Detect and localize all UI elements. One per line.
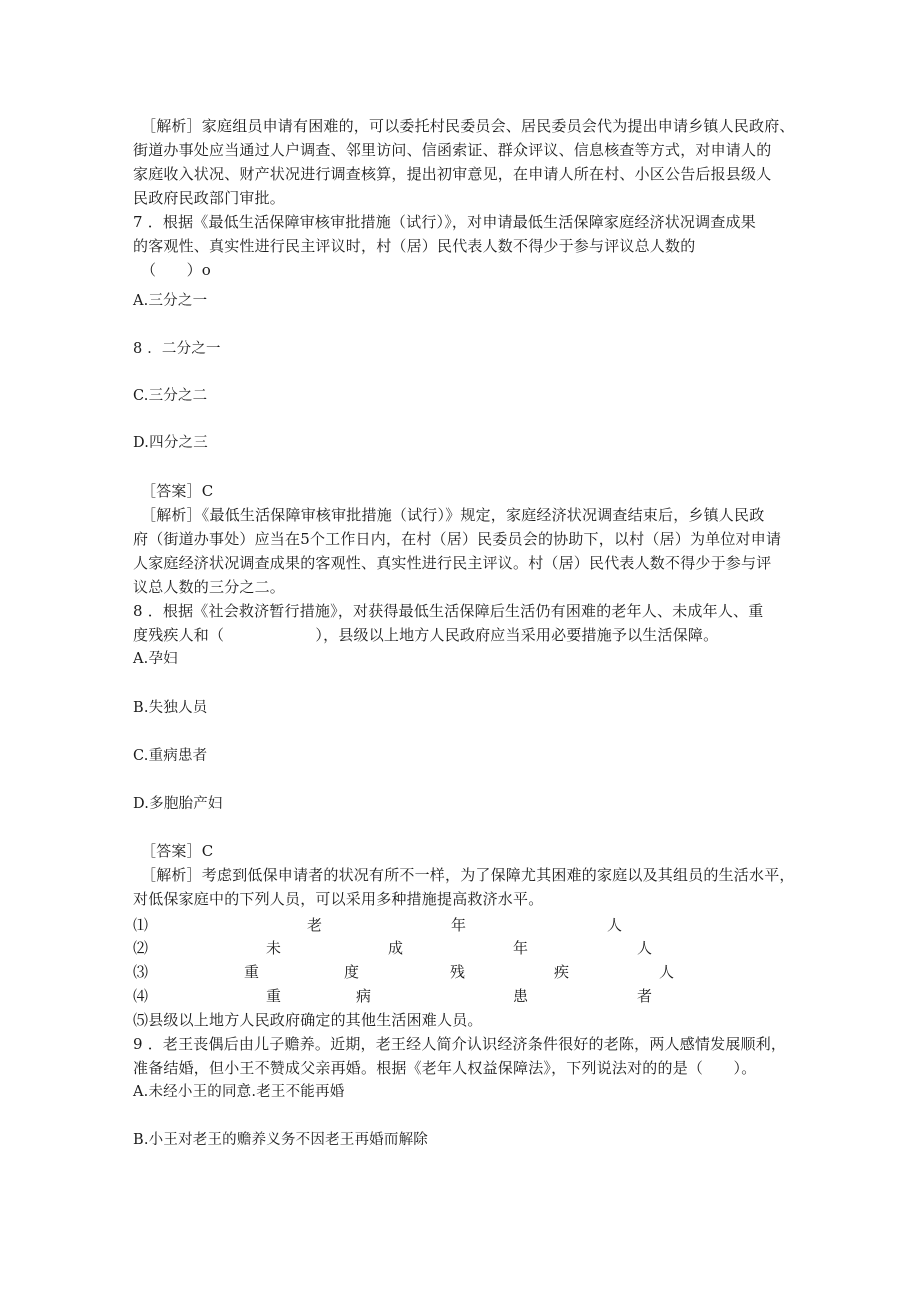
q7-analysis-line-1: ［解析］《最低生活保障审核审批措施（试行）》规定，家庭经济状况调查结束后，乡镇人民政: [141, 506, 765, 524]
q7-question-line-1: 7 ．根据《最低生活保障审核审批措施（试行）》，对申请最低生活保障家庭经济状况调查成果: [133, 213, 756, 231]
list-item: [133, 961, 793, 983]
q7-option-a: A.三分之一: [133, 293, 208, 309]
list-char: 未: [266, 939, 282, 957]
list-char: 患: [513, 987, 529, 1005]
q8-question-line-1: 8 ．根据《社会救济暂行措施》，对获得最低生活保障后生活仍有困难的老年人、未成年人、重: [133, 602, 764, 620]
q7-option-d: D.四分之三: [133, 435, 208, 451]
q9-question-line-1: 9 ．老王丧偶后由儿子赡养。近期，老王经人简介认识经济条件很好的老陈，两人感情发展顺利，: [133, 1035, 787, 1053]
q7-analysis-line-3: 人家庭经济状况调查成果的客观性、真实性进行民主评议。村（居）民代表人数不得少于参与评: [133, 554, 772, 572]
list-number: ⑵: [133, 939, 149, 957]
q7-analysis-line-4: 议总人数的三分之二。: [133, 578, 286, 596]
q7-question-line-3: （ ）o: [141, 261, 212, 279]
q8-question-line-2: 度残疾人和（ ），县级以上地方人民政府应当采用必要措施予以生活保障。: [133, 626, 719, 644]
list-number: ⑷: [133, 987, 149, 1005]
q6-analysis-line-2: 街道办事处应当通过人户调查、邻里访问、信函索证、群众评议、信息核查等方式，对申请人的: [133, 141, 772, 159]
list-char: 老: [307, 916, 323, 934]
list-char: 成: [388, 939, 404, 957]
list-char: 度: [344, 963, 360, 981]
list-char: 者: [637, 987, 653, 1005]
q6-analysis-line-3: 家庭收入状况、财产状况进行调查核算，提出初审意见，在申请人所在村、小区公告后报县级人: [133, 165, 772, 183]
list-char: 重: [266, 987, 282, 1005]
list-char: 病: [356, 987, 372, 1005]
list-char: 年: [513, 939, 529, 957]
q6-analysis-line-4: 民政府民政部门审批。: [133, 189, 286, 207]
list-item-5: ⑸县级以上地方人民政府确定的其他生活困难人员。: [133, 1011, 483, 1029]
q8-analysis-line-2: 对低保家庭中的下列人员，可以采用多种措施提高救济水平。: [133, 890, 544, 908]
q8-analysis-line-1: ［解析］考虑到低保申请者的状况有所不一样，为了保障尤其困难的家庭以及其组员的生活水平，: [141, 866, 795, 884]
q8-option-a: A.孕妇: [133, 651, 178, 667]
list-item: [133, 985, 793, 1007]
list-item: [133, 937, 793, 959]
list-char: 疾: [554, 963, 570, 981]
q9-question-line-2: 准备结婚，但小王不赞成父亲再婚。根据《老年人权益保障法》，下列说法对的的是（ ）。: [133, 1059, 757, 1077]
q6-analysis-line-1: ［解析］家庭组员申请有困难的，可以委托村民委员会、居民委员会代为提出申请乡镇人民政府、: [141, 117, 795, 135]
q8-answer: ［答案］C: [141, 842, 214, 860]
q7-analysis-line-2: 府（街道办事处）应当在5个工作日内，在村（居）民委员会的协助下，以村（居）为单位对申请: [133, 530, 782, 548]
list-char: 年: [451, 916, 467, 934]
q8-option-b: B.失独人员: [133, 700, 208, 716]
q9-option-b: B.小王对老王的赡养义务不因老王再婚而解除: [133, 1132, 428, 1148]
q8-option-d: D.多胞胎产妇: [133, 796, 223, 812]
list-number: ⑴: [133, 916, 149, 934]
q7-option-c: C.三分之二: [133, 388, 208, 404]
q7-option-b: 8 ．二分之一: [133, 341, 221, 357]
q8-option-c: C.重病患者: [133, 748, 208, 764]
list-char: 人: [637, 939, 653, 957]
list-number: ⑶: [133, 963, 149, 981]
q7-answer: ［答案］C: [141, 482, 214, 500]
q9-option-a: A.未经小王的同意.老王不能再婚: [133, 1084, 345, 1100]
list-char: 人: [607, 916, 623, 934]
list-item: [133, 914, 793, 936]
q7-question-line-2: 的客观性、真实性进行民主评议时，村（居）民代表人数不得少于参与评议总人数的: [133, 237, 696, 255]
list-char: 重: [244, 963, 260, 981]
list-char: 人: [659, 963, 675, 981]
list-char: 残: [450, 963, 466, 981]
